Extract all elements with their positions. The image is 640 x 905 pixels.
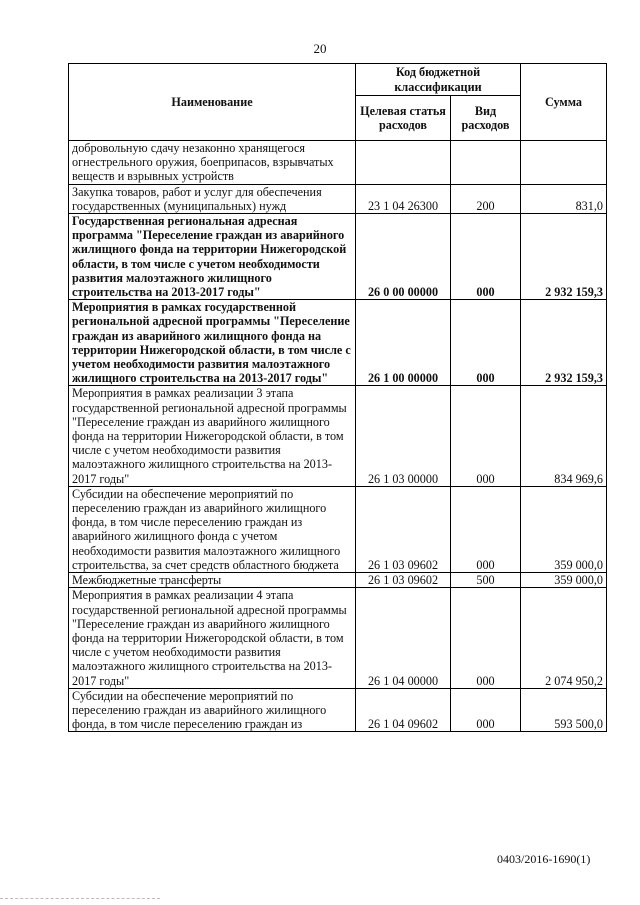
row-target-code: 26 0 00 00000	[356, 214, 451, 300]
row-name: Мероприятия в рамках реализации 4 этапа государственной региональной адресной программы "Переселение граждан из аварийного жилищного фонда на территории Нижегородской области, в том числе с учетом необходимости развития малоэтажного жилищного строительства на 2013-2017 годы"	[69, 588, 356, 688]
document-code: 0403/2016-1690(1)	[497, 852, 591, 866]
row-name: Межбюджетные трансферты	[69, 573, 356, 588]
row-amount: 593 500,0	[521, 688, 607, 732]
row-target-code: 26 1 04 00000	[356, 588, 451, 688]
row-amount: 359 000,0	[521, 573, 607, 588]
table-row	[69, 386, 607, 486]
header-target-item: Целевая статья расходов	[356, 96, 451, 141]
row-expense-type: 000	[451, 300, 521, 386]
row-expense-type: 000	[451, 688, 521, 732]
row-name: Государственная региональная адресная программа "Переселение граждан из аварийного жилищного фонда на территории Нижегородской области, в том числе с учетом необходимости развития малоэтажного жилищного строительства на 2013-2017 годы"	[69, 214, 356, 300]
table-row	[69, 141, 607, 185]
row-expense-type: 000	[451, 588, 521, 688]
row-target-code	[356, 141, 451, 185]
row-expense-type: 000	[451, 214, 521, 300]
row-amount: 831,0	[521, 184, 607, 213]
row-name: Закупка товаров, работ и услуг для обеспечения государственных (муниципальных) нужд	[69, 184, 356, 213]
table-row	[69, 573, 607, 588]
row-name: Субсидии на обеспечение мероприятий по переселению граждан из аварийного жилищного фонда, в том числе переселению граждан из	[69, 688, 356, 732]
row-expense-type: 000	[451, 486, 521, 572]
row-amount	[521, 141, 607, 185]
header-budget-code: Код бюджетной классификации	[356, 64, 521, 96]
table-row	[69, 184, 607, 213]
row-expense-type: 500	[451, 573, 521, 588]
header-expense-type: Вид расходов	[451, 96, 521, 141]
row-amount: 834 969,6	[521, 386, 607, 486]
row-expense-type	[451, 141, 521, 185]
page-number: 20	[313, 41, 327, 56]
table-row	[69, 588, 607, 688]
table-row	[69, 688, 607, 732]
table-row	[69, 486, 607, 572]
table-row	[69, 214, 607, 300]
row-target-code: 26 1 03 09602	[356, 486, 451, 572]
row-name: Мероприятия в рамках государственной региональной адресной программы "Переселение граждан из аварийного жилищного фонда на территории Нижегородской области, в том числе с учетом необходимости развития малоэтажного жилищного строительства на 2013-2017 годы"	[69, 300, 356, 386]
budget-table	[68, 63, 607, 732]
row-name: Субсидии на обеспечение мероприятий по переселению граждан из аварийного жилищного фонда, в том числе переселению граждан из аварийного жилищного фонда с учетом необходимости развития малоэтажного жилищного строительства, за счет средств областного бюджета	[69, 486, 356, 572]
row-target-code: 23 1 04 26300	[356, 184, 451, 213]
row-target-code: 26 1 04 09602	[356, 688, 451, 732]
header-name: Наименование	[69, 64, 356, 141]
header-amount: Сумма	[521, 64, 607, 141]
row-name: Мероприятия в рамках реализации 3 этапа государственной региональной адресной программы "Переселение граждан из аварийного жилищного фонда на территории Нижегородской области, в том числе с учетом необходимости развития малоэтажного жилищного строительства на 2013-2017 годы"	[69, 386, 356, 486]
row-target-code: 26 1 03 00000	[356, 386, 451, 486]
row-expense-type: 000	[451, 386, 521, 486]
page-edge-line	[0, 898, 160, 899]
row-name: добровольную сдачу незаконно хранящегося огнестрельного оружия, боеприпасов, взрывчатых веществ и взрывных устройств	[69, 141, 356, 185]
row-amount: 2 074 950,2	[521, 588, 607, 688]
row-amount: 359 000,0	[521, 486, 607, 572]
row-target-code: 26 1 00 00000	[356, 300, 451, 386]
row-target-code: 26 1 03 09602	[356, 573, 451, 588]
row-expense-type: 200	[451, 184, 521, 213]
row-amount: 2 932 159,3	[521, 300, 607, 386]
row-amount: 2 932 159,3	[521, 214, 607, 300]
table-row	[69, 300, 607, 386]
